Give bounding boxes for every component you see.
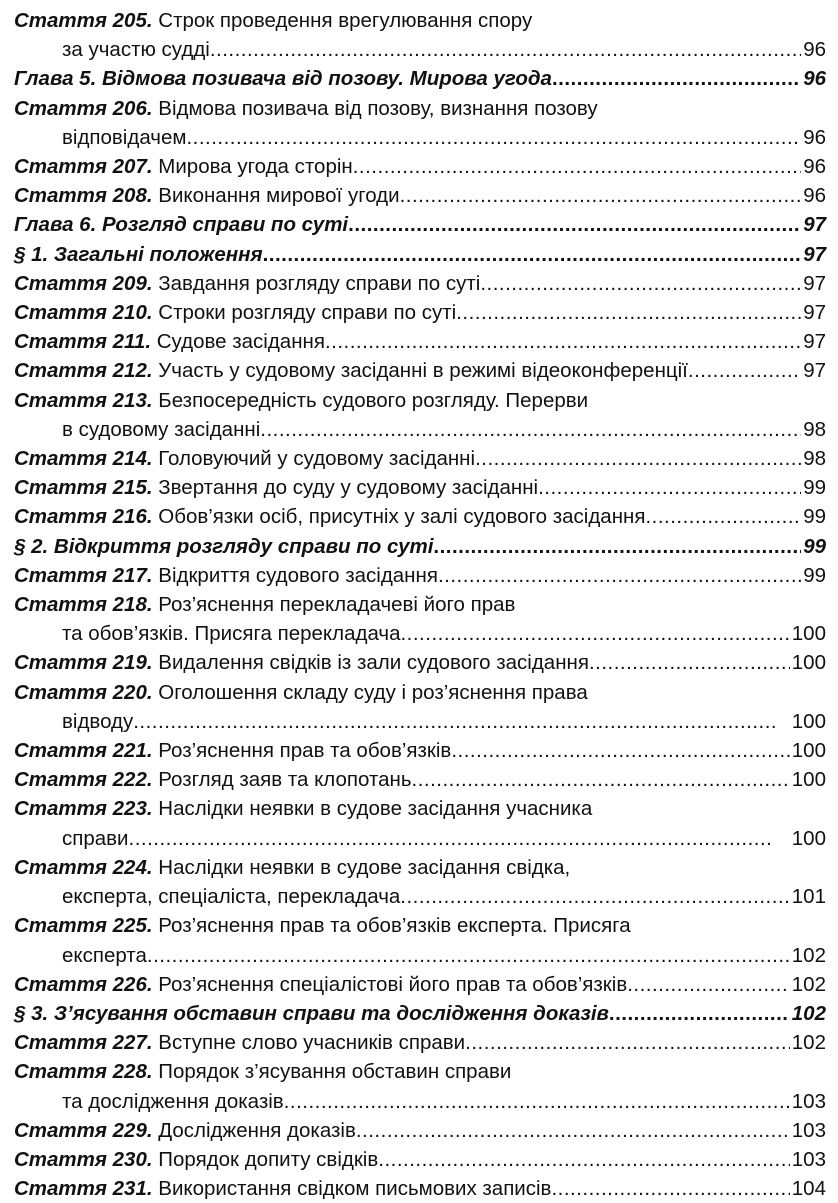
- toc-entry: [14, 298, 826, 327]
- toc-line: [14, 1028, 826, 1057]
- page-number: 99: [803, 563, 826, 587]
- toc-heading: [14, 999, 826, 1028]
- entry-title: Головуючий у судовому засіданні: [158, 447, 476, 471]
- toc-line: [14, 678, 826, 707]
- toc-line: [14, 152, 826, 181]
- entry-title: Роз’яснення перекладачеві його прав: [158, 593, 516, 617]
- toc-heading: [14, 532, 826, 561]
- entry-title: Безпосередність судового розгляду. Перерви: [158, 388, 589, 412]
- toc-entry: [14, 444, 826, 473]
- toc-line: [14, 6, 826, 35]
- toc-line: [14, 181, 826, 210]
- page-number: 100: [791, 709, 826, 733]
- toc-line: [14, 999, 826, 1028]
- entry-title: Видалення свідків із зали судового засідання: [158, 651, 589, 675]
- entry-title: Роз’яснення спеціалістові його прав та обов’язків: [158, 972, 628, 996]
- dot-leader: [475, 444, 801, 473]
- entry-title: Роз’яснення прав та обов’язків експерта. Присяга: [158, 914, 631, 938]
- dot-leader: [147, 941, 790, 970]
- dot-leader: [284, 1087, 790, 1116]
- dot-leader: [263, 240, 802, 269]
- toc-line: [14, 619, 826, 648]
- dot-leader: [210, 35, 801, 64]
- page-number: 97: [803, 213, 826, 237]
- toc-line: [14, 210, 826, 239]
- toc-line: [14, 415, 826, 444]
- page-number: 99: [803, 476, 826, 500]
- toc-line: [14, 824, 826, 853]
- article-label: Стаття 211.: [14, 330, 152, 354]
- entry-title: Розгляд заяв та клопотань: [158, 768, 412, 792]
- toc-line: [14, 648, 826, 677]
- toc-entry: [14, 1116, 826, 1145]
- page-number: 98: [803, 447, 826, 471]
- page-number: 99: [803, 534, 826, 558]
- dot-leader: [400, 619, 789, 648]
- dot-leader: [400, 181, 802, 210]
- toc-entry: [14, 1174, 826, 1203]
- toc-entry: [14, 1145, 826, 1174]
- toc-entry: [14, 152, 826, 181]
- dot-leader: [133, 707, 790, 736]
- entry-title: Відмова позивача від позову, визнання позову: [158, 96, 598, 120]
- entry-title: експерта: [62, 943, 147, 967]
- dot-leader: [129, 824, 790, 853]
- entry-title: § 3. З’ясування обставин справи та дослідження доказів: [14, 1001, 609, 1025]
- article-label: Стаття 223.: [14, 797, 153, 821]
- toc-line: [14, 327, 826, 356]
- article-label: Стаття 215.: [14, 476, 153, 500]
- toc-entry: [14, 736, 826, 765]
- toc-line: [14, 707, 826, 736]
- entry-title: справи: [62, 826, 129, 850]
- toc-entry: [14, 386, 826, 444]
- toc-entry: [14, 590, 826, 648]
- toc-line: [14, 64, 826, 93]
- dot-leader: [348, 210, 801, 239]
- dot-leader: [480, 269, 801, 298]
- entry-title: Порядок допиту свідків: [158, 1147, 379, 1171]
- toc-line: [14, 269, 826, 298]
- entry-title: відводу: [62, 709, 134, 733]
- page-number: 102: [791, 972, 826, 996]
- page-number: 102: [791, 1031, 826, 1055]
- page-number: 101: [791, 885, 826, 909]
- toc-line: [14, 444, 826, 473]
- article-label: Стаття 230.: [14, 1147, 153, 1171]
- dot-leader: [356, 1116, 790, 1145]
- toc-line: [14, 298, 826, 327]
- entry-title: Використання свідком письмових записів: [158, 1177, 552, 1201]
- page-number: 96: [803, 155, 826, 179]
- page-number: 100: [791, 768, 826, 792]
- dot-leader: [456, 298, 801, 327]
- toc-line: [14, 240, 826, 269]
- page-number: 100: [791, 622, 826, 646]
- page-number: 97: [803, 271, 826, 295]
- toc-line: [14, 882, 826, 911]
- page-number: 96: [803, 184, 826, 208]
- entry-title: Вступне слово учасників справи: [158, 1031, 466, 1055]
- article-label: Стаття 227.: [14, 1031, 153, 1055]
- toc-entry: [14, 356, 826, 385]
- entry-title: § 2. Відкриття розгляду справи по суті: [14, 534, 434, 558]
- article-label: Стаття 212.: [14, 359, 153, 383]
- toc-entry: [14, 853, 826, 911]
- dot-leader: [412, 765, 790, 794]
- toc-entry: [14, 648, 826, 677]
- article-label: Стаття 221.: [14, 739, 153, 763]
- article-label: Стаття 231.: [14, 1177, 153, 1201]
- dot-leader: [438, 561, 801, 590]
- page-number: 100: [791, 739, 826, 763]
- dot-leader: [589, 648, 790, 677]
- toc-entry: [14, 911, 826, 969]
- entry-title: в судовому засіданні: [62, 417, 261, 441]
- dot-leader: [325, 327, 801, 356]
- entry-title: експерта, спеціаліста, перекладача: [62, 885, 401, 909]
- page-number: 103: [791, 1118, 826, 1142]
- entry-title: Мирова угода сторін: [158, 155, 353, 179]
- toc-entry: [14, 794, 826, 852]
- toc-line: [14, 765, 826, 794]
- dot-leader: [551, 1174, 789, 1203]
- entry-title: Звертання до суду у судовому засіданні: [158, 476, 539, 500]
- article-label: Стаття 222.: [14, 768, 153, 792]
- article-label: Стаття 226.: [14, 972, 153, 996]
- dot-leader: [353, 152, 801, 181]
- dot-leader: [609, 999, 790, 1028]
- toc-entry: [14, 765, 826, 794]
- toc-line: [14, 356, 826, 385]
- toc-entry: [14, 561, 826, 590]
- toc-line: [14, 123, 826, 152]
- page-number: 98: [803, 417, 826, 441]
- entry-title: Наслідки неявки в судове засідання свідка,: [158, 855, 571, 879]
- page-number: 97: [803, 242, 826, 266]
- toc-entry: [14, 1057, 826, 1115]
- page-number: 96: [803, 67, 826, 91]
- page-number: 99: [803, 505, 826, 529]
- article-label: Стаття 216.: [14, 505, 153, 529]
- entry-title: Судове засідання: [156, 330, 325, 354]
- entry-title: Глава 5. Відмова позивача від позову. Мирова угода: [14, 67, 552, 91]
- page-number: 97: [803, 301, 826, 325]
- page-number: 104: [791, 1177, 826, 1201]
- toc-entry: [14, 181, 826, 210]
- toc-line: [14, 853, 826, 882]
- toc-line: [14, 1087, 826, 1116]
- entry-title: відповідачем: [62, 125, 187, 149]
- toc-entry: [14, 678, 826, 736]
- dot-leader: [538, 473, 801, 502]
- toc-line: [14, 94, 826, 123]
- entry-title: та обов’язків. Присяга перекладача: [62, 622, 401, 646]
- dot-leader: [465, 1028, 790, 1057]
- article-label: Стаття 224.: [14, 855, 153, 879]
- toc-entry: [14, 94, 826, 152]
- toc-line: [14, 35, 826, 64]
- dot-leader: [688, 356, 801, 385]
- dot-leader: [552, 64, 801, 93]
- entry-title: та дослідження доказів: [62, 1089, 284, 1113]
- dot-leader: [451, 736, 789, 765]
- page-number: 102: [791, 1001, 826, 1025]
- entry-title: Участь у судовому засіданні в режимі відеоконференції: [158, 359, 688, 383]
- article-label: Стаття 210.: [14, 301, 153, 325]
- toc-entry: [14, 327, 826, 356]
- entry-title: Відкриття судового засідання: [158, 563, 438, 587]
- page-number: 97: [803, 330, 826, 354]
- page-number: 100: [791, 651, 826, 675]
- toc-line: [14, 532, 826, 561]
- toc-entry: [14, 6, 826, 64]
- entry-title: за участю судді: [62, 38, 210, 62]
- page-number: 100: [791, 826, 826, 850]
- page-number: 102: [791, 943, 826, 967]
- page-number: 103: [791, 1089, 826, 1113]
- toc-heading: [14, 64, 826, 93]
- toc-line: [14, 502, 826, 531]
- toc-line: [14, 473, 826, 502]
- toc-line: [14, 1057, 826, 1086]
- page-number: 96: [803, 125, 826, 149]
- entry-title: Строки розгляду справи по суті: [158, 301, 457, 325]
- entry-title: § 1. Загальні положення: [14, 242, 263, 266]
- toc-entry: [14, 970, 826, 999]
- entry-title: Порядок з’ясування обставин справи: [158, 1060, 512, 1084]
- toc-line: [14, 1116, 826, 1145]
- toc-line: [14, 736, 826, 765]
- article-label: Стаття 206.: [14, 96, 153, 120]
- dot-leader: [260, 415, 801, 444]
- entry-title: Глава 6. Розгляд справи по суті: [14, 213, 349, 237]
- article-label: Стаття 218.: [14, 593, 153, 617]
- page-number: 96: [803, 38, 826, 62]
- toc-line: [14, 1145, 826, 1174]
- article-label: Стаття 217.: [14, 563, 153, 587]
- dot-leader: [186, 123, 801, 152]
- toc-line: [14, 561, 826, 590]
- toc-line: [14, 794, 826, 823]
- toc-line: [14, 590, 826, 619]
- page-number: 103: [791, 1147, 826, 1171]
- toc-line: [14, 970, 826, 999]
- entry-title: Роз’яснення прав та обов’язків: [158, 739, 452, 763]
- article-label: Стаття 219.: [14, 651, 153, 675]
- dot-leader: [645, 502, 801, 531]
- entry-title: Дослідження доказів: [158, 1118, 356, 1142]
- page-number: 97: [803, 359, 826, 383]
- dot-leader: [378, 1145, 790, 1174]
- toc-entry: [14, 1028, 826, 1057]
- toc-entry: [14, 502, 826, 531]
- article-label: Стаття 205.: [14, 9, 153, 32]
- article-label: Стаття 214.: [14, 447, 153, 471]
- article-label: Стаття 229.: [14, 1118, 153, 1142]
- dot-leader: [627, 970, 790, 999]
- entry-title: Строк проведення врегулювання спору: [158, 9, 533, 32]
- toc-line: [14, 386, 826, 415]
- entry-title: Оголошення складу суду і роз’яснення права: [158, 680, 588, 704]
- entry-title: Обов’язки осіб, присутніх у залі судового засідання: [158, 505, 646, 529]
- article-label: Стаття 209.: [14, 271, 153, 295]
- toc-heading: [14, 210, 826, 239]
- toc-heading: [14, 240, 826, 269]
- toc-entry: [14, 269, 826, 298]
- dot-leader: [433, 532, 801, 561]
- entry-title: Виконання мирової угоди: [158, 184, 400, 208]
- entry-title: Завдання розгляду справи по суті: [158, 271, 481, 295]
- dot-leader: [400, 882, 790, 911]
- article-label: Стаття 207.: [14, 155, 153, 179]
- entry-title: Наслідки неявки в судове засідання учасника: [158, 797, 593, 821]
- toc-line: [14, 1174, 826, 1203]
- article-label: Стаття 228.: [14, 1060, 153, 1084]
- article-label: Стаття 225.: [14, 914, 153, 938]
- toc-line: [14, 941, 826, 970]
- article-label: Стаття 213.: [14, 388, 153, 412]
- article-label: Стаття 208.: [14, 184, 153, 208]
- toc-line: [14, 911, 826, 940]
- article-label: Стаття 220.: [14, 680, 153, 704]
- toc-entry: [14, 473, 826, 502]
